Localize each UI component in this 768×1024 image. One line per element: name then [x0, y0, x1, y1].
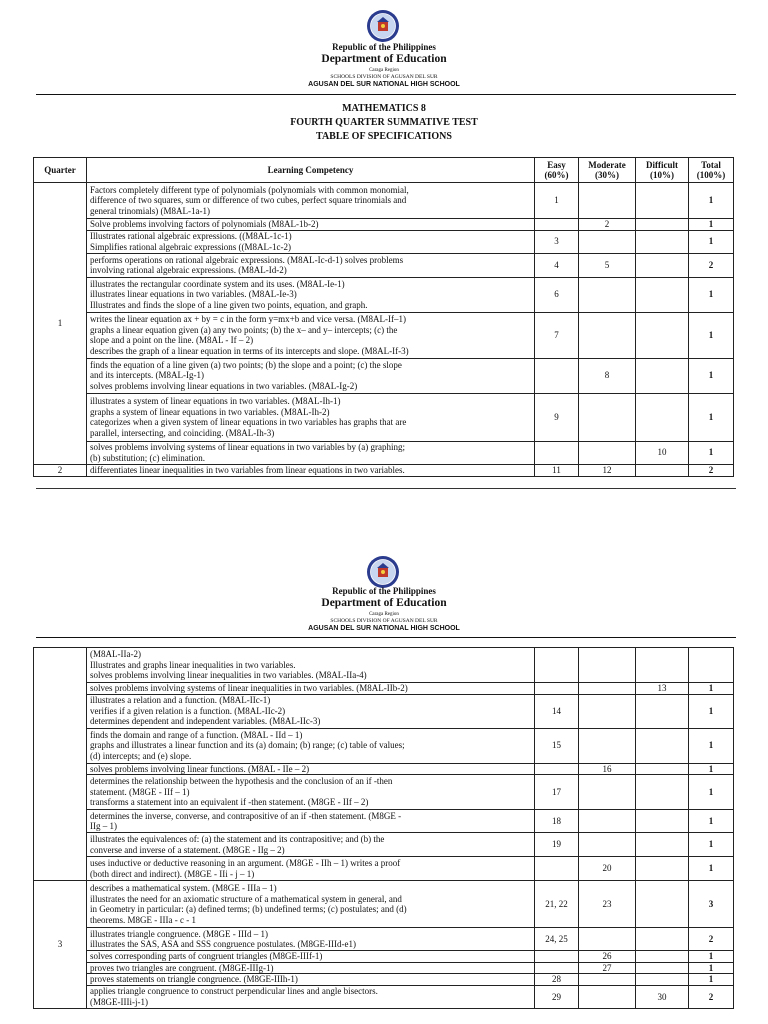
moderate-cell: [579, 277, 636, 312]
difficult-cell: 13: [636, 683, 689, 695]
quarter-cell: 1: [34, 183, 87, 465]
competency-line: (M8AL-IIa-2): [90, 649, 141, 660]
total-cell: 1: [689, 183, 734, 219]
moderate-cell: [579, 810, 636, 833]
difficult-cell: [636, 277, 689, 312]
difficult-cell: [636, 928, 689, 951]
difficult-cell: [636, 312, 689, 358]
moderate-cell: 2: [579, 219, 636, 231]
table-row: [34, 951, 734, 963]
department-name: Department of Education: [321, 53, 447, 65]
competency-line: finds the equation of a line given (a) two points; (b) the slope and a point; (c) the slope: [90, 359, 402, 370]
total-cell: 1: [689, 833, 734, 857]
header-easy: Easy (60%): [535, 158, 579, 183]
easy-cell: [535, 951, 579, 963]
competency-line: applies triangle congruence to construct perpendicular lines and angle bisectors.: [90, 986, 378, 997]
competency-line: describes a mathematical system. (M8GE - IIIa – 1): [90, 883, 277, 893]
easy-cell: 4: [535, 253, 579, 277]
moderate-cell: [579, 928, 636, 951]
competency-cell: [87, 312, 535, 358]
moderate-cell: 16: [579, 763, 636, 775]
difficult-cell: [636, 183, 689, 219]
competency-line: uses inductive or deductive reasoning in an argument. (M8GE - IIh – 1) writes a proof: [90, 858, 401, 869]
school-name: AGUSAN DEL SUR NATIONAL HIGH SCHOOL: [308, 81, 460, 88]
table-row: [34, 253, 734, 277]
competency-line: solves problems involving systems of linear equations in two variables by (a) graphing;: [90, 442, 405, 452]
competency-line: Solve problems involving factors of polynomials (M8AL-1b-2): [90, 219, 319, 229]
competency-line: illustrates linear equations in two variables. (M8AL-Ie-3): [90, 289, 297, 300]
moderate-cell: [579, 694, 636, 728]
competency-line: proves two triangles are congruent. (M8GE-IIIg-1): [90, 962, 274, 973]
competency-line: solves problems involving linear inequalities in two variables. (M8AL-IIa-4): [90, 670, 367, 681]
total-cell: 2: [689, 253, 734, 277]
competency-cell: [87, 985, 535, 1008]
moderate-cell: 12: [579, 464, 636, 476]
competency-line: illustrates the equivalences of: (a) the statement and its contrapositive; and (b) the: [90, 834, 385, 845]
competency-line: Illustrates and finds the slope of a line given two points, equation, and graph.: [90, 299, 368, 310]
total-cell: 1: [689, 974, 734, 986]
competency-cell: [87, 358, 535, 393]
total-cell: 1: [689, 775, 734, 810]
difficult-cell: [636, 393, 689, 441]
easy-cell: [535, 219, 579, 231]
competency-line: Factors completely different type of polynomials (polynomials with common monomial,: [90, 184, 409, 195]
total-cell: 1: [689, 683, 734, 695]
total-cell: 1: [689, 358, 734, 393]
competency-line: and its intercepts. (M8AL-Ig-1): [90, 370, 204, 381]
table-row: [34, 810, 734, 833]
deped-seal-icon: [366, 555, 400, 589]
competency-line: verifies if a given relation is a function. (M8AL-IIc-2): [90, 705, 286, 716]
country-name: Republic of the Philippines: [332, 42, 436, 52]
difficult-cell: [636, 775, 689, 810]
moderate-cell: [579, 683, 636, 695]
competency-line: categorizes when a given system of linear equations in two variables has graphs that are: [90, 417, 407, 428]
total-cell: 1: [689, 277, 734, 312]
header-total: Total (100%): [689, 158, 734, 183]
easy-cell: [535, 683, 579, 695]
total-cell: 1: [689, 951, 734, 963]
difficult-cell: [636, 464, 689, 476]
competency-line: parallel, intersecting, and coinciding. (M8AL-Ih-3): [90, 427, 275, 438]
competency-line: Simplifies rational algebraic expressions ((M8AL-1c-2): [90, 241, 291, 252]
difficult-cell: [636, 881, 689, 928]
title-tos: TABLE OF SPECIFICATIONS: [316, 131, 452, 142]
competency-line: determines dependent and independent variables. (M8AL-IIc-3): [90, 716, 321, 727]
competency-line: proves statements on triangle congruence. (M8GE-IIIh-1): [90, 974, 298, 985]
difficult-cell: [636, 962, 689, 974]
difficult-cell: [636, 648, 689, 683]
moderate-cell: [579, 441, 636, 464]
moderate-cell: [579, 775, 636, 810]
easy-cell: [535, 441, 579, 464]
competency-cell: [87, 833, 535, 857]
division-name: SCHOOLS DIVISION OF AGUSAN DEL SUR: [330, 74, 438, 80]
total-cell: 1: [689, 728, 734, 763]
competency-cell: [87, 219, 535, 231]
title-subject: MATHEMATICS 8: [342, 103, 426, 114]
table-row: [34, 775, 734, 810]
competency-line: determines the relationship between the hypothesis and the conclusion of an if -then: [90, 776, 393, 787]
competency-cell: [87, 230, 535, 253]
total-cell: [689, 648, 734, 683]
easy-cell: [535, 763, 579, 775]
competency-cell: [87, 775, 535, 810]
competency-line: graphs and illustrates a linear function and its (a) domain; (b) range; (c) table of values;: [90, 740, 405, 751]
difficult-cell: [636, 230, 689, 253]
difficult-cell: [636, 763, 689, 775]
competency-cell: [87, 951, 535, 963]
difficult-cell: [636, 358, 689, 393]
competency-cell: [87, 881, 535, 928]
header-quarter: Quarter: [34, 158, 87, 183]
table-row: [34, 728, 734, 763]
tos-table-2: [33, 647, 734, 1009]
difficult-cell: [636, 857, 689, 881]
total-cell: 1: [689, 694, 734, 728]
table-row: [34, 881, 734, 928]
moderate-cell: [579, 648, 636, 683]
competency-cell: [87, 393, 535, 441]
table-row: [34, 441, 734, 464]
competency-cell: [87, 728, 535, 763]
competency-line: describes the graph of a linear equation in terms of its intercepts and slope. (M8AL-If-3): [90, 345, 409, 356]
difficult-cell: [636, 951, 689, 963]
quarter-cell: 3: [34, 881, 87, 1009]
easy-cell: [535, 962, 579, 974]
competency-cell: [87, 683, 535, 695]
country-name: Republic of the Philippines: [332, 586, 436, 596]
table-row: [34, 393, 734, 441]
competency-line: difference of two squares, sum or difference of two cubes, perfect square trinomials and: [90, 195, 407, 206]
competency-line: involving rational algebraic expressions. (M8AL-Id-2): [90, 265, 287, 276]
table-row: [34, 683, 734, 695]
difficult-cell: [636, 833, 689, 857]
table-row: [34, 464, 734, 476]
competency-line: slope and a point on the line. (M8AL - If – 2): [90, 335, 254, 346]
easy-cell: 11: [535, 464, 579, 476]
total-cell: 2: [689, 464, 734, 476]
total-cell: 3: [689, 881, 734, 928]
moderate-cell: 5: [579, 253, 636, 277]
easy-cell: 17: [535, 775, 579, 810]
easy-cell: 21, 22: [535, 881, 579, 928]
easy-cell: 15: [535, 728, 579, 763]
easy-cell: 24, 25: [535, 928, 579, 951]
moderate-cell: [579, 312, 636, 358]
competency-line: determines the inverse, converse, and contrapositive of an if -then statement. (M8GE -: [90, 810, 402, 821]
moderate-cell: 26: [579, 951, 636, 963]
difficult-cell: [636, 974, 689, 986]
table-row: [34, 358, 734, 393]
quarter-cell: 2: [34, 464, 87, 476]
quarter-cell: [34, 648, 87, 881]
deped-seal-icon: [366, 9, 400, 43]
moderate-cell: [579, 974, 636, 986]
table-row: [34, 833, 734, 857]
competency-cell: [87, 810, 535, 833]
competency-line: (M8GE-IIIi-j-1): [90, 996, 148, 1007]
competency-cell: [87, 277, 535, 312]
competency-cell: [87, 441, 535, 464]
difficult-cell: [636, 253, 689, 277]
competency-cell: [87, 648, 535, 683]
competency-cell: [87, 928, 535, 951]
easy-cell: [535, 358, 579, 393]
tos-table-2-body: [34, 648, 734, 1009]
difficult-cell: [636, 694, 689, 728]
table-row: [34, 183, 734, 219]
competency-line: solves problems involving linear functions. (M8AL - IIe – 2): [90, 763, 310, 774]
competency-line: Illustrates and graphs linear inequalities in two variables.: [90, 659, 296, 670]
moderate-cell: [579, 393, 636, 441]
total-cell: 1: [689, 441, 734, 464]
easy-cell: 9: [535, 393, 579, 441]
table-row: [34, 974, 734, 986]
competency-line: IIg – 1): [90, 821, 117, 832]
header-competency: Learning Competency: [87, 158, 535, 183]
competency-cell: [87, 857, 535, 881]
easy-cell: 29: [535, 985, 579, 1008]
table-row: [34, 694, 734, 728]
header-difficult: Difficult (10%): [636, 158, 689, 183]
school-name: AGUSAN DEL SUR NATIONAL HIGH SCHOOL: [308, 625, 460, 632]
tos-table-1-body: [34, 183, 734, 477]
competency-line: illustrates a system of linear equations in two variables. (M8AL-Ih-1): [90, 395, 341, 406]
table-row: [34, 277, 734, 312]
total-cell: 1: [689, 810, 734, 833]
easy-cell: 7: [535, 312, 579, 358]
moderate-cell: 27: [579, 962, 636, 974]
competency-cell: [87, 763, 535, 775]
difficult-cell: [636, 219, 689, 231]
competency-line: writes the linear equation ax + by = c in the form y=mx+b and vice versa. (M8AL-If–1): [90, 313, 406, 324]
table-row: [34, 230, 734, 253]
competency-line: solves problems involving systems of linear inequalities in two variables. (M8AL-IIb-2): [90, 683, 408, 693]
total-cell: 2: [689, 985, 734, 1008]
competency-line: differentiates linear inequalities in two variables from linear equations in two variables.: [90, 464, 405, 475]
moderate-cell: [579, 230, 636, 253]
table-row: [34, 857, 734, 881]
table-row: [34, 312, 734, 358]
total-cell: 1: [689, 763, 734, 775]
competency-line: solves problems involving linear equations in two variables. (M8AL-Ig-2): [90, 380, 358, 391]
competency-line: (d) intercepts; and (e) slope.: [90, 750, 192, 761]
competency-line: transforms a statement into an equivalent if -then statement. (M8GE - IIf – 2): [90, 797, 369, 808]
total-cell: 1: [689, 219, 734, 231]
easy-cell: 19: [535, 833, 579, 857]
moderate-cell: 23: [579, 881, 636, 928]
easy-cell: 6: [535, 277, 579, 312]
competency-cell: [87, 694, 535, 728]
competency-line: finds the domain and range of a function. (M8AL - IId – 1): [90, 729, 303, 740]
header-moderate: Moderate (30%): [579, 158, 636, 183]
total-cell: 2: [689, 928, 734, 951]
competency-line: illustrates the rectangular coordinate system and its uses. (M8AL-Ie-1): [90, 278, 345, 289]
easy-cell: 14: [535, 694, 579, 728]
competency-line: performs operations on rational algebraic expressions. (M8AL-Ic-d-1) solves problems: [90, 254, 404, 265]
moderate-cell: 8: [579, 358, 636, 393]
total-cell: 1: [689, 962, 734, 974]
easy-cell: 18: [535, 810, 579, 833]
competency-line: graphs a system of linear equations in two variables. (M8AL-Ih-2): [90, 406, 330, 417]
easy-cell: [535, 857, 579, 881]
moderate-cell: [579, 985, 636, 1008]
competency-line: Illustrates rational algebraic expressions. ((M8AL-1c-1): [90, 231, 292, 241]
total-cell: 1: [689, 393, 734, 441]
difficult-cell: 30: [636, 985, 689, 1008]
moderate-cell: [579, 833, 636, 857]
difficult-cell: 10: [636, 441, 689, 464]
easy-cell: [535, 648, 579, 683]
tos-table-1: [33, 157, 734, 477]
easy-cell: 1: [535, 183, 579, 219]
total-cell: 1: [689, 230, 734, 253]
easy-cell: 28: [535, 974, 579, 986]
competency-cell: [87, 183, 535, 219]
division-name: SCHOOLS DIVISION OF AGUSAN DEL SUR: [330, 618, 438, 624]
competency-line: theorems. M8GE - IIIa - c - 1: [90, 914, 196, 925]
moderate-cell: [579, 183, 636, 219]
total-cell: 1: [689, 312, 734, 358]
competency-line: general trinomials) (M8AL-1a-1): [90, 205, 210, 216]
department-name: Department of Education: [321, 597, 447, 609]
competency-line: converse and inverse of a statement. (M8GE - IIg – 2): [90, 844, 285, 855]
competency-cell: [87, 974, 535, 986]
table-row: [34, 985, 734, 1008]
competency-line: graphs a linear equation given (a) any two points; (b) the x– and y– intercepts; (c) the: [90, 324, 398, 335]
region-name: Caraga Region: [369, 612, 399, 617]
table-row: [34, 962, 734, 974]
total-cell: 1: [689, 857, 734, 881]
header-divider: [36, 637, 736, 638]
table-row: [34, 928, 734, 951]
moderate-cell: [579, 728, 636, 763]
competency-line: (b) substitution; (c) elimination.: [90, 452, 205, 463]
competency-line: illustrates the need for an axiomatic structure of a mathematical system in general, and: [90, 893, 402, 904]
competency-cell: [87, 253, 535, 277]
competency-cell: [87, 464, 535, 476]
table-row: [34, 648, 734, 683]
competency-line: in Geometry in particular: (a) defined terms; (b) undefined terms; (c) postulates; and (d): [90, 904, 407, 915]
table-row: [34, 219, 734, 231]
easy-cell: 3: [535, 230, 579, 253]
competency-line: illustrates the SAS, ASA and SSS congruence postulates. (M8GE-IIId-e1): [90, 939, 356, 950]
moderate-cell: 20: [579, 857, 636, 881]
competency-line: illustrates a relation and a function. (M8AL-IIc-1): [90, 695, 271, 706]
difficult-cell: [636, 810, 689, 833]
title-test: FOURTH QUARTER SUMMATIVE TEST: [290, 117, 478, 128]
header-divider: [36, 94, 736, 95]
competency-line: statement. (M8GE - IIf – 1): [90, 786, 190, 797]
competency-line: illustrates triangle congruence. (M8GE - IIId – 1): [90, 928, 268, 939]
page-1-footer-divider: [36, 488, 736, 489]
region-name: Caraga Region: [369, 68, 399, 73]
competency-line: (both direct and indirect). (M8GE - IIi - j – 1): [90, 868, 255, 879]
competency-cell: [87, 962, 535, 974]
difficult-cell: [636, 728, 689, 763]
table-row: [34, 763, 734, 775]
competency-line: solves corresponding parts of congruent triangles (M8GE-IIIf-1): [90, 951, 323, 962]
